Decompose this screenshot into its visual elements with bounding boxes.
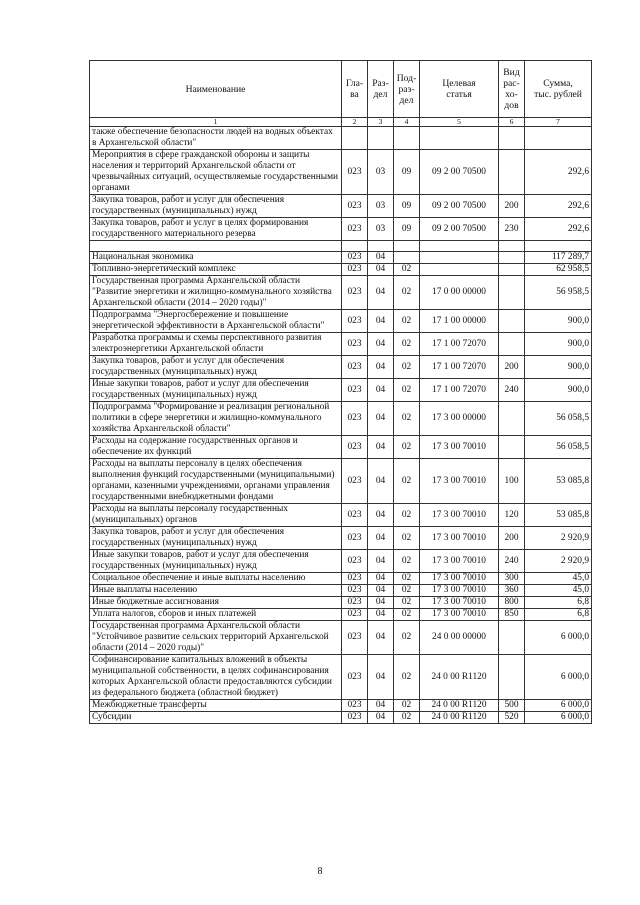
cell-celevaya-statya: 17 3 00 70010 (420, 550, 499, 573)
table-row (90, 195, 592, 218)
cell-summa (525, 127, 592, 150)
cell-podrazdel (394, 241, 420, 252)
cell-summa (525, 241, 592, 252)
cell-glava: 023 (342, 195, 368, 218)
cell-vid-rashodov: 200 (499, 527, 525, 550)
cell-summa: 900,0 (525, 356, 592, 379)
cell-vid-rashodov: 520 (499, 712, 525, 724)
cell-podrazdel: 09 (394, 218, 420, 241)
table-row (90, 218, 592, 241)
table-row (90, 504, 592, 527)
cell-summa: 292,6 (525, 218, 592, 241)
cell-vid-rashodov: 800 (499, 597, 525, 609)
cell-name: Расходы на содержание государственных органов и обеспечение их функций (90, 436, 342, 459)
cell-name: Закупка товаров, работ и услуг для обеспечения государственных (муниципальных) нужд (90, 195, 342, 218)
cell-name: Иные выплаты населению (90, 585, 342, 597)
cell-summa: 2 920,9 (525, 550, 592, 573)
cell-name: Расходы на выплаты персоналу в целях обеспечения выполнения функций государственными (муниципальными) органами, казенными учреждениями, органами управления государственными внебюджетными фондами (90, 459, 342, 504)
cell-summa: 56 058,5 (525, 402, 592, 436)
cell-celevaya-statya: 24 0 00 R1120 (420, 655, 499, 700)
cell-vid-rashodov (499, 264, 525, 276)
cell-vid-rashodov (499, 150, 525, 195)
cell-summa: 56 958,5 (525, 276, 592, 310)
cell-razdel: 04 (368, 527, 394, 550)
table-row (90, 655, 592, 700)
cell-name: также обеспечение безопасности людей на водных объектах в Архангельской области" (90, 127, 342, 150)
table-row (90, 310, 592, 333)
cell-celevaya-statya (420, 241, 499, 252)
cell-name: Закупка товаров, работ и услуг в целях формирования государственного материального резерва (90, 218, 342, 241)
table-row (90, 527, 592, 550)
table-row (90, 276, 592, 310)
cell-glava: 023 (342, 218, 368, 241)
cell-glava: 023 (342, 459, 368, 504)
cell-summa: 900,0 (525, 333, 592, 356)
cell-summa: 62 958,5 (525, 264, 592, 276)
header-celevaya-statya: Целевая статья (420, 61, 499, 118)
cell-podrazdel: 02 (394, 550, 420, 573)
cell-name: Расходы на выплаты персоналу государственных (муниципальных) органов (90, 504, 342, 527)
cell-celevaya-statya (420, 252, 499, 264)
cell-celevaya-statya: 17 3 00 70010 (420, 597, 499, 609)
cell-celevaya-statya: 17 1 00 72070 (420, 379, 499, 402)
cell-vid-rashodov: 240 (499, 379, 525, 402)
cell-summa: 56 058,5 (525, 436, 592, 459)
table-row (90, 609, 592, 621)
cell-podrazdel: 02 (394, 264, 420, 276)
table-row (90, 379, 592, 402)
cell-summa: 45,0 (525, 585, 592, 597)
cell-glava: 023 (342, 436, 368, 459)
cell-summa: 6,8 (525, 609, 592, 621)
cell-name: Межбюджетные трансферты (90, 700, 342, 712)
header-summa: Сумма, тыс. рублей (525, 61, 592, 118)
cell-glava: 023 (342, 655, 368, 700)
cell-razdel: 04 (368, 550, 394, 573)
cell-razdel: 03 (368, 150, 394, 195)
cell-vid-rashodov: 300 (499, 573, 525, 585)
cell-glava: 023 (342, 310, 368, 333)
cell-podrazdel: 09 (394, 150, 420, 195)
cell-summa: 6,8 (525, 597, 592, 609)
cell-glava: 023 (342, 550, 368, 573)
cell-celevaya-statya: 17 1 00 00000 (420, 310, 499, 333)
cell-celevaya-statya: 17 3 00 70010 (420, 459, 499, 504)
column-number: 1 (90, 118, 342, 127)
cell-podrazdel: 02 (394, 712, 420, 724)
cell-name: Разработка программы и схемы перспективного развития электроэнергетики Архангельской области (90, 333, 342, 356)
column-number: 5 (420, 118, 499, 127)
cell-razdel: 04 (368, 504, 394, 527)
cell-celevaya-statya: 09 2 00 70500 (420, 218, 499, 241)
table-row (90, 550, 592, 573)
table-row (90, 712, 592, 724)
cell-name: Закупка товаров, работ и услуг для обеспечения государственных (муниципальных) нужд (90, 527, 342, 550)
header-podrazdel: Под- раз- дел (394, 61, 420, 118)
cell-vid-rashodov: 120 (499, 504, 525, 527)
table-row (90, 597, 592, 609)
cell-razdel: 04 (368, 264, 394, 276)
cell-name: Национальная экономика (90, 252, 342, 264)
table-row (90, 573, 592, 585)
header-name: Наименование (90, 61, 342, 118)
budget-table (89, 60, 592, 724)
table-row (90, 150, 592, 195)
cell-summa: 6 000,0 (525, 700, 592, 712)
cell-vid-rashodov (499, 402, 525, 436)
cell-vid-rashodov (499, 436, 525, 459)
cell-razdel: 04 (368, 276, 394, 310)
cell-vid-rashodov (499, 621, 525, 655)
cell-name: Уплата налогов, сборов и иных платежей (90, 609, 342, 621)
cell-podrazdel (394, 252, 420, 264)
table-row (90, 459, 592, 504)
cell-podrazdel: 02 (394, 573, 420, 585)
cell-podrazdel: 02 (394, 655, 420, 700)
cell-name: Иные закупки товаров, работ и услуг для обеспечения государственных (муниципальных) нужд (90, 550, 342, 573)
cell-vid-rashodov (499, 252, 525, 264)
column-number: 2 (342, 118, 368, 127)
cell-glava (342, 127, 368, 150)
cell-razdel: 04 (368, 379, 394, 402)
cell-podrazdel: 02 (394, 402, 420, 436)
cell-celevaya-statya: 17 3 00 70010 (420, 504, 499, 527)
page-number: 8 (317, 866, 323, 877)
table-row (90, 621, 592, 655)
cell-glava: 023 (342, 573, 368, 585)
cell-razdel: 04 (368, 585, 394, 597)
cell-razdel: 04 (368, 436, 394, 459)
cell-razdel: 04 (368, 356, 394, 379)
cell-celevaya-statya: 17 3 00 70010 (420, 527, 499, 550)
cell-name (90, 241, 342, 252)
cell-razdel: 04 (368, 310, 394, 333)
column-number-row (90, 118, 592, 127)
cell-summa: 45,0 (525, 573, 592, 585)
table-row (90, 264, 592, 276)
cell-glava: 023 (342, 597, 368, 609)
cell-summa: 6 000,0 (525, 712, 592, 724)
cell-vid-rashodov (499, 127, 525, 150)
cell-razdel: 04 (368, 712, 394, 724)
table-header-row (90, 61, 592, 118)
budget-table-page (89, 60, 591, 724)
cell-podrazdel: 02 (394, 597, 420, 609)
cell-vid-rashodov: 200 (499, 356, 525, 379)
cell-summa: 292,6 (525, 195, 592, 218)
cell-razdel: 04 (368, 609, 394, 621)
cell-podrazdel: 02 (394, 459, 420, 504)
cell-name: Социальное обеспечение и иные выплаты населению (90, 573, 342, 585)
cell-razdel (368, 127, 394, 150)
cell-name: Мероприятия в сфере гражданской обороны и защиты населения и территорий Архангельской области от чрезвычайных ситуаций, осуществляемые государственными органами (90, 150, 342, 195)
table-row (90, 356, 592, 379)
table-row (90, 333, 592, 356)
cell-celevaya-statya: 24 0 00 00000 (420, 621, 499, 655)
cell-summa: 292,6 (525, 150, 592, 195)
cell-celevaya-statya: 17 3 00 70010 (420, 585, 499, 597)
cell-razdel: 04 (368, 573, 394, 585)
cell-podrazdel: 02 (394, 333, 420, 356)
header-vid-rashodov: Вид рас- хо- дов (499, 61, 525, 118)
table-row (90, 252, 592, 264)
cell-name: Подпрограмма "Формирование и реализация региональной политики в сфере энергетики и жилищно-коммунального хозяйства Архангельской области" (90, 402, 342, 436)
table-row (90, 402, 592, 436)
cell-celevaya-statya: 24 0 00 R1120 (420, 700, 499, 712)
cell-vid-rashodov (499, 276, 525, 310)
cell-glava: 023 (342, 621, 368, 655)
cell-celevaya-statya: 17 3 00 70010 (420, 609, 499, 621)
cell-glava: 023 (342, 264, 368, 276)
cell-glava (342, 241, 368, 252)
table-body (90, 127, 592, 724)
cell-glava: 023 (342, 276, 368, 310)
cell-vid-rashodov: 100 (499, 459, 525, 504)
cell-podrazdel: 02 (394, 379, 420, 402)
table-row (90, 127, 592, 150)
cell-vid-rashodov: 200 (499, 195, 525, 218)
cell-summa: 900,0 (525, 379, 592, 402)
cell-razdel (368, 241, 394, 252)
cell-razdel: 04 (368, 655, 394, 700)
cell-celevaya-statya (420, 127, 499, 150)
cell-name: Государственная программа Архангельской области "Развитие энергетики и жилищно-коммунального хозяйства Архангельской области (2014 – 2020 годы)" (90, 276, 342, 310)
cell-glava: 023 (342, 379, 368, 402)
cell-vid-rashodov: 240 (499, 550, 525, 573)
cell-podrazdel: 02 (394, 585, 420, 597)
cell-podrazdel: 02 (394, 356, 420, 379)
cell-podrazdel: 02 (394, 276, 420, 310)
table-row (90, 436, 592, 459)
cell-name: Топливно-энергетический комплекс (90, 264, 342, 276)
cell-podrazdel: 02 (394, 621, 420, 655)
cell-vid-rashodov: 500 (499, 700, 525, 712)
cell-celevaya-statya: 17 3 00 70010 (420, 436, 499, 459)
cell-vid-rashodov (499, 655, 525, 700)
cell-celevaya-statya: 09 2 00 70500 (420, 195, 499, 218)
cell-podrazdel (394, 127, 420, 150)
column-number: 7 (525, 118, 592, 127)
cell-podrazdel: 02 (394, 700, 420, 712)
column-number: 4 (394, 118, 420, 127)
header-glava: Гла- ва (342, 61, 368, 118)
cell-podrazdel: 09 (394, 195, 420, 218)
header-razdel: Раз- дел (368, 61, 394, 118)
cell-summa: 53 085,8 (525, 504, 592, 527)
cell-vid-rashodov: 360 (499, 585, 525, 597)
column-number: 3 (368, 118, 394, 127)
cell-celevaya-statya: 09 2 00 70500 (420, 150, 499, 195)
cell-razdel: 04 (368, 402, 394, 436)
cell-name: Закупка товаров, работ и услуг для обеспечения государственных (муниципальных) нужд (90, 356, 342, 379)
cell-podrazdel: 02 (394, 527, 420, 550)
table-row (90, 700, 592, 712)
cell-summa: 6 000,0 (525, 655, 592, 700)
cell-glava: 023 (342, 609, 368, 621)
cell-glava: 023 (342, 402, 368, 436)
cell-celevaya-statya: 17 3 00 00000 (420, 402, 499, 436)
cell-glava: 023 (342, 527, 368, 550)
cell-name: Иные закупки товаров, работ и услуг для обеспечения государственных (муниципальных) нужд (90, 379, 342, 402)
cell-vid-rashodov (499, 241, 525, 252)
cell-name: Государственная программа Архангельской области "Устойчивое развитие сельских территорий Архангельской области (2014 – 2020 годы)" (90, 621, 342, 655)
cell-glava: 023 (342, 150, 368, 195)
cell-glava: 023 (342, 712, 368, 724)
cell-razdel: 03 (368, 195, 394, 218)
cell-vid-rashodov (499, 310, 525, 333)
cell-glava: 023 (342, 333, 368, 356)
cell-vid-rashodov (499, 333, 525, 356)
cell-summa: 6 000,0 (525, 621, 592, 655)
cell-glava: 023 (342, 356, 368, 379)
cell-razdel: 04 (368, 333, 394, 356)
cell-glava: 023 (342, 585, 368, 597)
cell-glava: 023 (342, 504, 368, 527)
cell-summa: 2 920,9 (525, 527, 592, 550)
table-row (90, 241, 592, 252)
cell-vid-rashodov: 230 (499, 218, 525, 241)
cell-celevaya-statya (420, 264, 499, 276)
column-number: 6 (499, 118, 525, 127)
cell-celevaya-statya: 17 1 00 72070 (420, 356, 499, 379)
cell-podrazdel: 02 (394, 436, 420, 459)
cell-razdel: 03 (368, 218, 394, 241)
cell-razdel: 04 (368, 252, 394, 264)
cell-summa: 53 085,8 (525, 459, 592, 504)
cell-celevaya-statya: 17 1 00 72070 (420, 333, 499, 356)
cell-podrazdel: 02 (394, 504, 420, 527)
cell-glava: 023 (342, 252, 368, 264)
cell-razdel: 04 (368, 700, 394, 712)
cell-razdel: 04 (368, 621, 394, 655)
table-row (90, 585, 592, 597)
cell-name: Подпрограмма "Энергосбережение и повышение энергетической эффективности в Архангельской области" (90, 310, 342, 333)
cell-celevaya-statya: 17 0 00 00000 (420, 276, 499, 310)
cell-celevaya-statya: 17 3 00 70010 (420, 573, 499, 585)
cell-podrazdel: 02 (394, 310, 420, 333)
cell-summa: 900,0 (525, 310, 592, 333)
cell-vid-rashodov: 850 (499, 609, 525, 621)
cell-name: Субсидии (90, 712, 342, 724)
cell-podrazdel: 02 (394, 609, 420, 621)
cell-name: Софинансирование капитальных вложений в объекты муниципальной собственности, в целях софинансирования которых Архангельской области предоставляются субсидии из федерального бюджета (областной бюджет) (90, 655, 342, 700)
cell-razdel: 04 (368, 459, 394, 504)
cell-name: Иные бюджетные ассигнования (90, 597, 342, 609)
cell-celevaya-statya: 24 0 00 R1120 (420, 712, 499, 724)
cell-summa: 117 289,7 (525, 252, 592, 264)
cell-razdel: 04 (368, 597, 394, 609)
cell-glava: 023 (342, 700, 368, 712)
